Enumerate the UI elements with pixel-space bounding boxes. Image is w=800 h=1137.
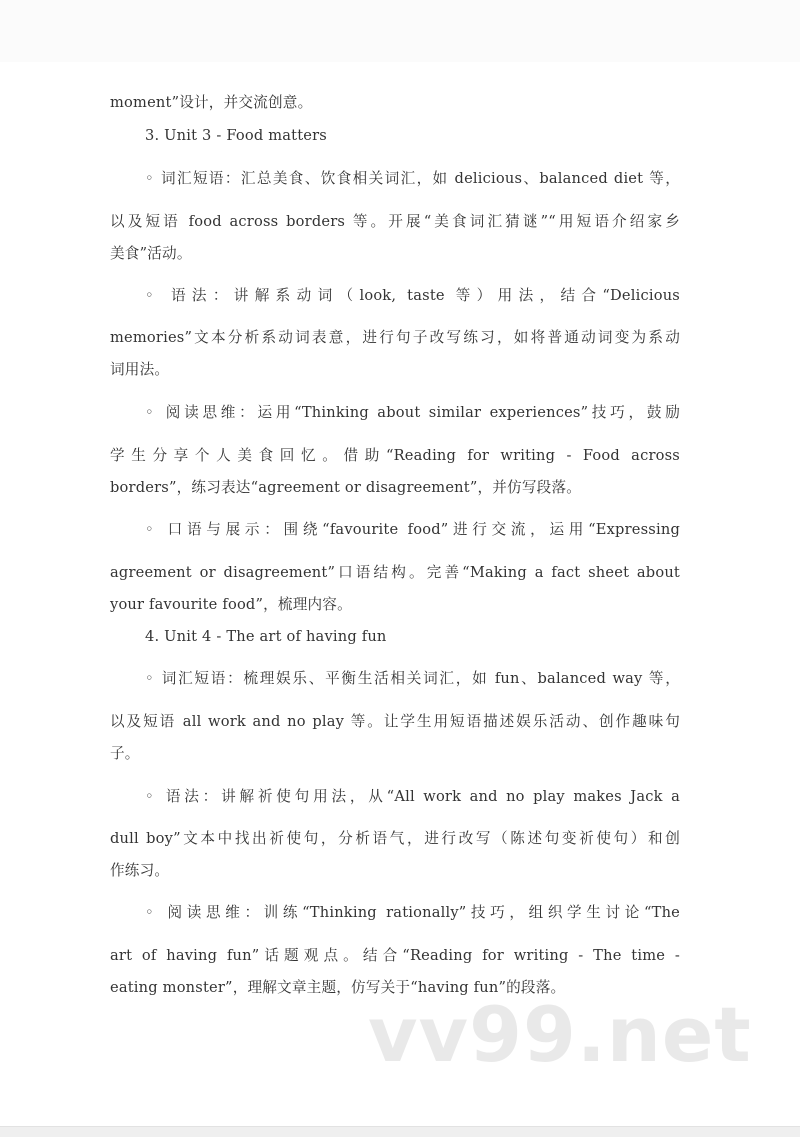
text-line: 学生分享个人美食回忆。借助“Reading for writing - Food across bbox=[110, 447, 680, 464]
text-line: 作练习。 bbox=[110, 862, 170, 879]
bullet-vocabulary: ◦ 词汇短语：梳理娱乐、平衡生活相关词汇，如 fun、balanced way 等， bbox=[145, 670, 680, 687]
bullet-reading: ◦ 阅读思维：训练“Thinking rationally”技巧，组织学生讨论“The bbox=[145, 904, 680, 921]
section-heading: 4. Unit 4 - The art of having fun bbox=[145, 628, 387, 645]
bullet-grammar: ◦ 语法：讲解祈使句用法，从“All work and no play makes Jack a bbox=[145, 788, 680, 805]
text-line: moment”设计，并交流创意。 bbox=[110, 94, 313, 111]
site-watermark: vv99.net bbox=[368, 990, 752, 1079]
text-line: borders”，练习表达“agreement or disagreement”，并仿写段落。 bbox=[110, 479, 582, 496]
bullet-grammar: ◦ 语法：讲解系动词（look, taste 等）用法，结合“Delicious bbox=[145, 287, 680, 304]
viewer-bottom-edge bbox=[0, 1126, 800, 1137]
bullet-speaking: ◦ 口语与展示：围绕“favourite food”进行交流，运用“Expressing bbox=[145, 521, 680, 538]
bullet-reading: ◦ 阅读思维：运用“Thinking about similar experiences”技巧，鼓励 bbox=[145, 404, 680, 421]
text-line: 以及短语 food across borders 等。开展“美食词汇猜谜”“用短语介绍家乡 bbox=[110, 213, 680, 230]
section-heading: 3. Unit 3 - Food matters bbox=[145, 127, 327, 144]
text-line: 子。 bbox=[110, 745, 140, 762]
text-line: 词用法。 bbox=[110, 361, 170, 378]
text-line: 以及短语 all work and no play 等。让学生用短语描述娱乐活动、创作趣味句 bbox=[110, 713, 680, 730]
text-line: 美食”活动。 bbox=[110, 245, 192, 262]
text-line: art of having fun”话题观点。结合“Reading for writing - The time - bbox=[110, 947, 680, 964]
bullet-vocabulary: ◦ 词汇短语：汇总美食、饮食相关词汇，如 delicious、balanced diet 等， bbox=[145, 170, 680, 187]
viewer-top-margin bbox=[0, 0, 800, 62]
text-line: dull boy”文本中找出祈使句，分析语气，进行改写（陈述句变祈使句）和创 bbox=[110, 830, 680, 847]
text-line: agreement or disagreement”口语结构。完善“Making a fact sheet about bbox=[110, 564, 680, 581]
text-line: eating monster”，理解文章主题，仿写关于“having fun”的段落。 bbox=[110, 979, 566, 996]
text-line: your favourite food”，梳理内容。 bbox=[110, 596, 352, 613]
text-line: memories”文本分析系动词表意，进行句子改写练习，如将普通动词变为系动 bbox=[110, 329, 680, 346]
